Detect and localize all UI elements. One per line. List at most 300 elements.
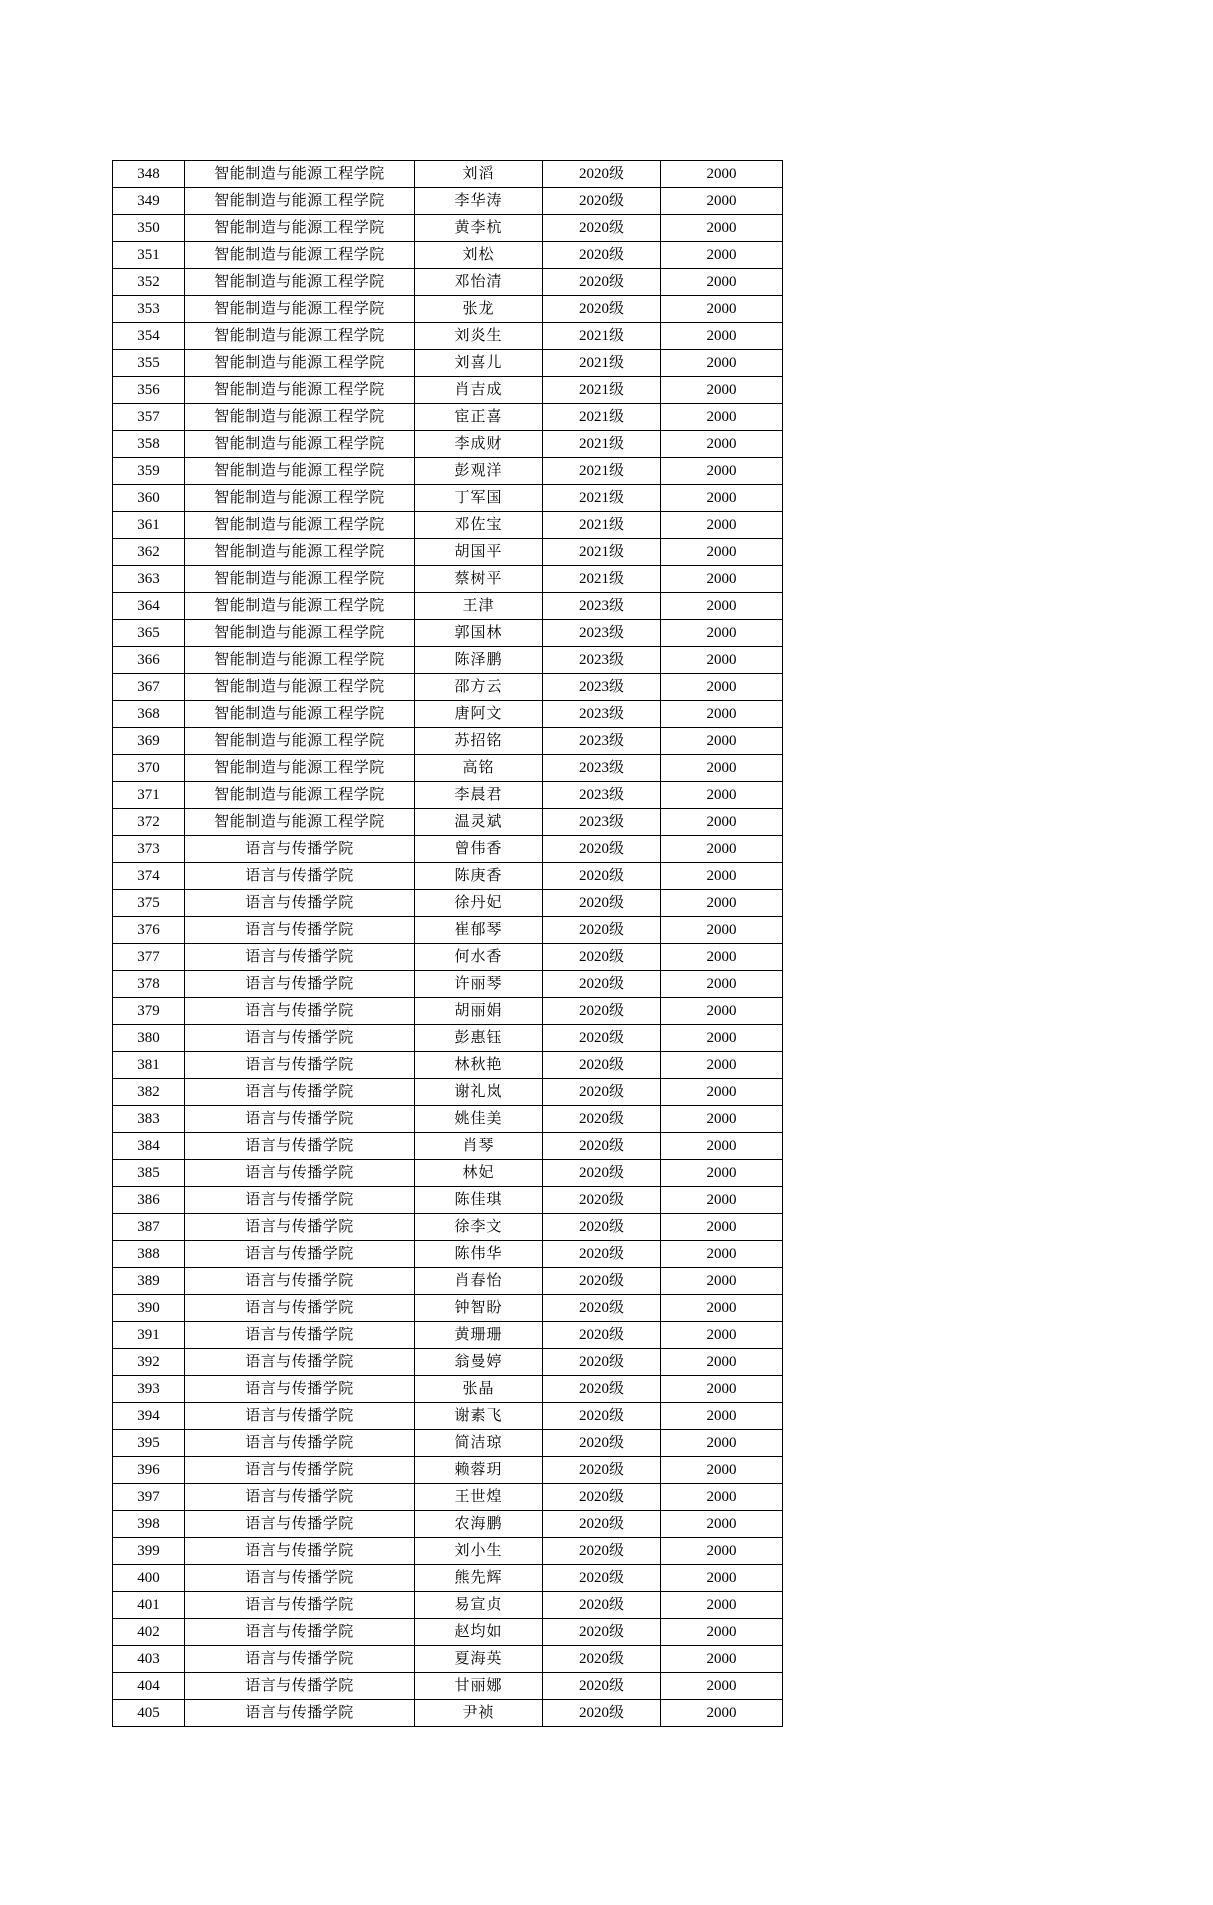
cell-amount: 2000: [661, 701, 783, 728]
cell-seq: 354: [113, 323, 185, 350]
cell-amount: 2000: [661, 620, 783, 647]
cell-grade: 2023级: [543, 782, 661, 809]
cell-name: 黄李杭: [415, 215, 543, 242]
cell-grade: 2020级: [543, 1106, 661, 1133]
cell-amount: 2000: [661, 1214, 783, 1241]
cell-name: 宦正喜: [415, 404, 543, 431]
cell-amount: 2000: [661, 782, 783, 809]
cell-amount: 2000: [661, 539, 783, 566]
cell-name: 陈泽鹏: [415, 647, 543, 674]
table-row: [113, 215, 783, 242]
cell-college: 语言与传播学院: [185, 863, 415, 890]
cell-seq: 364: [113, 593, 185, 620]
table-row: [113, 1511, 783, 1538]
cell-college: 语言与传播学院: [185, 971, 415, 998]
cell-grade: 2023级: [543, 755, 661, 782]
cell-name: 许丽琴: [415, 971, 543, 998]
cell-amount: 2000: [661, 1052, 783, 1079]
cell-college: 智能制造与能源工程学院: [185, 620, 415, 647]
cell-college: 智能制造与能源工程学院: [185, 674, 415, 701]
cell-name: 郭国林: [415, 620, 543, 647]
cell-college: 智能制造与能源工程学院: [185, 296, 415, 323]
cell-amount: 2000: [661, 1376, 783, 1403]
table-row: [113, 620, 783, 647]
cell-name: 高铭: [415, 755, 543, 782]
cell-grade: 2020级: [543, 1349, 661, 1376]
cell-grade: 2020级: [543, 917, 661, 944]
cell-seq: 391: [113, 1322, 185, 1349]
cell-name: 李晨君: [415, 782, 543, 809]
cell-seq: 351: [113, 242, 185, 269]
table-row: [113, 323, 783, 350]
cell-grade: 2020级: [543, 1673, 661, 1700]
cell-college: 语言与传播学院: [185, 1511, 415, 1538]
cell-name: 邵方云: [415, 674, 543, 701]
cell-college: 语言与传播学院: [185, 1565, 415, 1592]
cell-college: 语言与传播学院: [185, 1349, 415, 1376]
cell-seq: 403: [113, 1646, 185, 1673]
cell-seq: 375: [113, 890, 185, 917]
cell-amount: 2000: [661, 971, 783, 998]
cell-college: 语言与传播学院: [185, 1673, 415, 1700]
cell-seq: 376: [113, 917, 185, 944]
cell-name: 苏招铭: [415, 728, 543, 755]
cell-seq: 358: [113, 431, 185, 458]
cell-name: 甘丽娜: [415, 1673, 543, 1700]
cell-grade: 2020级: [543, 998, 661, 1025]
cell-name: 黄珊珊: [415, 1322, 543, 1349]
cell-seq: 370: [113, 755, 185, 782]
table-row: [113, 1106, 783, 1133]
cell-seq: 399: [113, 1538, 185, 1565]
cell-seq: 380: [113, 1025, 185, 1052]
cell-amount: 2000: [661, 1700, 783, 1727]
table-row: [113, 242, 783, 269]
table-row: [113, 809, 783, 836]
cell-seq: 401: [113, 1592, 185, 1619]
table-row: [113, 1268, 783, 1295]
cell-seq: 348: [113, 161, 185, 188]
cell-name: 简洁琼: [415, 1430, 543, 1457]
cell-seq: 394: [113, 1403, 185, 1430]
cell-college: 智能制造与能源工程学院: [185, 539, 415, 566]
cell-college: 智能制造与能源工程学院: [185, 809, 415, 836]
cell-college: 智能制造与能源工程学院: [185, 512, 415, 539]
cell-name: 林秋艳: [415, 1052, 543, 1079]
cell-grade: 2021级: [543, 485, 661, 512]
cell-amount: 2000: [661, 1511, 783, 1538]
cell-name: 赖蓉玥: [415, 1457, 543, 1484]
cell-seq: 395: [113, 1430, 185, 1457]
table-row: [113, 1619, 783, 1646]
cell-grade: 2020级: [543, 1025, 661, 1052]
cell-amount: 2000: [661, 593, 783, 620]
cell-grade: 2020级: [543, 1376, 661, 1403]
cell-amount: 2000: [661, 1484, 783, 1511]
cell-seq: 397: [113, 1484, 185, 1511]
cell-seq: 371: [113, 782, 185, 809]
cell-amount: 2000: [661, 998, 783, 1025]
cell-college: 语言与传播学院: [185, 917, 415, 944]
cell-seq: 384: [113, 1133, 185, 1160]
cell-name: 何水香: [415, 944, 543, 971]
table-row: [113, 1646, 783, 1673]
table-row: [113, 674, 783, 701]
table-row: [113, 728, 783, 755]
cell-seq: 360: [113, 485, 185, 512]
cell-name: 农海鹏: [415, 1511, 543, 1538]
cell-college: 语言与传播学院: [185, 1133, 415, 1160]
cell-grade: 2023级: [543, 809, 661, 836]
cell-seq: 405: [113, 1700, 185, 1727]
cell-seq: 373: [113, 836, 185, 863]
cell-amount: 2000: [661, 917, 783, 944]
cell-grade: 2021级: [543, 377, 661, 404]
cell-grade: 2020级: [543, 269, 661, 296]
cell-college: 语言与传播学院: [185, 1025, 415, 1052]
table-row: [113, 1079, 783, 1106]
cell-amount: 2000: [661, 296, 783, 323]
cell-amount: 2000: [661, 1565, 783, 1592]
cell-seq: 366: [113, 647, 185, 674]
cell-grade: 2020级: [543, 1268, 661, 1295]
table-row: [113, 161, 783, 188]
cell-college: 语言与传播学院: [185, 1268, 415, 1295]
table-row: [113, 890, 783, 917]
cell-name: 赵均如: [415, 1619, 543, 1646]
cell-seq: 374: [113, 863, 185, 890]
cell-grade: 2021级: [543, 350, 661, 377]
cell-seq: 393: [113, 1376, 185, 1403]
table-row: [113, 485, 783, 512]
table-row: [113, 1430, 783, 1457]
cell-grade: 2020级: [543, 1052, 661, 1079]
cell-grade: 2020级: [543, 188, 661, 215]
table-row: [113, 1160, 783, 1187]
cell-name: 刘小生: [415, 1538, 543, 1565]
cell-college: 智能制造与能源工程学院: [185, 782, 415, 809]
cell-amount: 2000: [661, 1241, 783, 1268]
roster-table-container: [112, 160, 782, 1727]
cell-seq: 402: [113, 1619, 185, 1646]
table-row: [113, 269, 783, 296]
cell-amount: 2000: [661, 458, 783, 485]
cell-amount: 2000: [661, 323, 783, 350]
cell-name: 彭观洋: [415, 458, 543, 485]
cell-amount: 2000: [661, 1187, 783, 1214]
cell-name: 谢礼岚: [415, 1079, 543, 1106]
cell-amount: 2000: [661, 1106, 783, 1133]
cell-name: 熊先辉: [415, 1565, 543, 1592]
cell-name: 蔡树平: [415, 566, 543, 593]
cell-amount: 2000: [661, 188, 783, 215]
cell-seq: 359: [113, 458, 185, 485]
cell-amount: 2000: [661, 809, 783, 836]
cell-college: 语言与传播学院: [185, 1241, 415, 1268]
cell-grade: 2020级: [543, 1214, 661, 1241]
cell-college: 智能制造与能源工程学院: [185, 458, 415, 485]
cell-name: 刘滔: [415, 161, 543, 188]
cell-name: 易宣贞: [415, 1592, 543, 1619]
cell-name: 陈佳琪: [415, 1187, 543, 1214]
cell-amount: 2000: [661, 215, 783, 242]
cell-seq: 388: [113, 1241, 185, 1268]
cell-amount: 2000: [661, 1295, 783, 1322]
cell-grade: 2020级: [543, 1538, 661, 1565]
cell-seq: 363: [113, 566, 185, 593]
cell-college: 智能制造与能源工程学院: [185, 566, 415, 593]
table-row: [113, 944, 783, 971]
cell-seq: 353: [113, 296, 185, 323]
table-row: [113, 1349, 783, 1376]
table-row: [113, 917, 783, 944]
cell-amount: 2000: [661, 1430, 783, 1457]
cell-seq: 387: [113, 1214, 185, 1241]
cell-grade: 2020级: [543, 296, 661, 323]
cell-college: 语言与传播学院: [185, 1538, 415, 1565]
table-row: [113, 1673, 783, 1700]
cell-grade: 2020级: [543, 1295, 661, 1322]
cell-college: 智能制造与能源工程学院: [185, 431, 415, 458]
cell-amount: 2000: [661, 836, 783, 863]
cell-college: 语言与传播学院: [185, 1052, 415, 1079]
cell-name: 翁曼婷: [415, 1349, 543, 1376]
cell-name: 曾伟香: [415, 836, 543, 863]
table-row: [113, 512, 783, 539]
cell-grade: 2021级: [543, 431, 661, 458]
cell-seq: 361: [113, 512, 185, 539]
cell-college: 语言与传播学院: [185, 1160, 415, 1187]
cell-college: 语言与传播学院: [185, 1700, 415, 1727]
cell-name: 钟智盼: [415, 1295, 543, 1322]
cell-amount: 2000: [661, 1592, 783, 1619]
cell-name: 徐丹妃: [415, 890, 543, 917]
cell-amount: 2000: [661, 1133, 783, 1160]
cell-grade: 2020级: [543, 1700, 661, 1727]
table-row: [113, 701, 783, 728]
cell-name: 胡丽娟: [415, 998, 543, 1025]
table-row: [113, 836, 783, 863]
cell-college: 语言与传播学院: [185, 1376, 415, 1403]
cell-college: 语言与传播学院: [185, 998, 415, 1025]
cell-amount: 2000: [661, 647, 783, 674]
cell-grade: 2020级: [543, 1322, 661, 1349]
cell-grade: 2020级: [543, 1133, 661, 1160]
table-row: [113, 593, 783, 620]
cell-amount: 2000: [661, 1403, 783, 1430]
cell-seq: 369: [113, 728, 185, 755]
cell-seq: 383: [113, 1106, 185, 1133]
cell-amount: 2000: [661, 863, 783, 890]
cell-seq: 400: [113, 1565, 185, 1592]
cell-college: 智能制造与能源工程学院: [185, 755, 415, 782]
cell-name: 尹祯: [415, 1700, 543, 1727]
cell-college: 语言与传播学院: [185, 1106, 415, 1133]
cell-amount: 2000: [661, 1673, 783, 1700]
cell-grade: 2020级: [543, 1484, 661, 1511]
cell-grade: 2020级: [543, 161, 661, 188]
cell-grade: 2020级: [543, 1430, 661, 1457]
table-row: [113, 296, 783, 323]
table-row: [113, 1376, 783, 1403]
cell-college: 语言与传播学院: [185, 1457, 415, 1484]
cell-college: 语言与传播学院: [185, 1322, 415, 1349]
table-row: [113, 1187, 783, 1214]
cell-college: 语言与传播学院: [185, 1295, 415, 1322]
cell-grade: 2023级: [543, 647, 661, 674]
cell-college: 语言与传播学院: [185, 1403, 415, 1430]
cell-name: 刘炎生: [415, 323, 543, 350]
cell-amount: 2000: [661, 1349, 783, 1376]
cell-amount: 2000: [661, 350, 783, 377]
cell-name: 陈伟华: [415, 1241, 543, 1268]
cell-name: 张晶: [415, 1376, 543, 1403]
cell-grade: 2020级: [543, 1079, 661, 1106]
cell-grade: 2020级: [543, 1565, 661, 1592]
cell-college: 智能制造与能源工程学院: [185, 701, 415, 728]
cell-name: 李成财: [415, 431, 543, 458]
cell-college: 智能制造与能源工程学院: [185, 350, 415, 377]
cell-seq: 362: [113, 539, 185, 566]
cell-seq: 349: [113, 188, 185, 215]
cell-seq: 355: [113, 350, 185, 377]
cell-college: 智能制造与能源工程学院: [185, 269, 415, 296]
table-row: [113, 782, 783, 809]
cell-grade: 2023级: [543, 593, 661, 620]
table-row: [113, 1133, 783, 1160]
cell-college: 语言与传播学院: [185, 836, 415, 863]
cell-amount: 2000: [661, 566, 783, 593]
table-row: [113, 1457, 783, 1484]
cell-name: 刘松: [415, 242, 543, 269]
cell-seq: 372: [113, 809, 185, 836]
cell-seq: 368: [113, 701, 185, 728]
cell-college: 语言与传播学院: [185, 1619, 415, 1646]
cell-college: 语言与传播学院: [185, 1592, 415, 1619]
cell-name: 胡国平: [415, 539, 543, 566]
cell-name: 温灵斌: [415, 809, 543, 836]
cell-college: 智能制造与能源工程学院: [185, 377, 415, 404]
cell-name: 肖琴: [415, 1133, 543, 1160]
cell-name: 李华涛: [415, 188, 543, 215]
cell-seq: 357: [113, 404, 185, 431]
table-row: [113, 539, 783, 566]
table-row: [113, 863, 783, 890]
cell-seq: 396: [113, 1457, 185, 1484]
cell-grade: 2020级: [543, 242, 661, 269]
cell-seq: 378: [113, 971, 185, 998]
cell-amount: 2000: [661, 1457, 783, 1484]
cell-college: 智能制造与能源工程学院: [185, 188, 415, 215]
roster-table: [112, 160, 783, 1727]
cell-name: 姚佳美: [415, 1106, 543, 1133]
cell-college: 语言与传播学院: [185, 1214, 415, 1241]
cell-name: 陈庚香: [415, 863, 543, 890]
cell-grade: 2020级: [543, 863, 661, 890]
table-row: [113, 971, 783, 998]
cell-name: 刘喜儿: [415, 350, 543, 377]
cell-college: 语言与传播学院: [185, 1187, 415, 1214]
cell-grade: 2021级: [543, 512, 661, 539]
cell-amount: 2000: [661, 1268, 783, 1295]
cell-grade: 2020级: [543, 1241, 661, 1268]
cell-grade: 2020级: [543, 1511, 661, 1538]
table-row: [113, 1241, 783, 1268]
cell-seq: 389: [113, 1268, 185, 1295]
cell-grade: 2020级: [543, 1457, 661, 1484]
cell-grade: 2020级: [543, 944, 661, 971]
cell-seq: 377: [113, 944, 185, 971]
cell-college: 智能制造与能源工程学院: [185, 485, 415, 512]
table-row: [113, 566, 783, 593]
cell-seq: 350: [113, 215, 185, 242]
cell-amount: 2000: [661, 431, 783, 458]
cell-college: 语言与传播学院: [185, 1079, 415, 1106]
cell-grade: 2020级: [543, 836, 661, 863]
cell-grade: 2023级: [543, 728, 661, 755]
table-row: [113, 1538, 783, 1565]
cell-amount: 2000: [661, 1538, 783, 1565]
cell-amount: 2000: [661, 728, 783, 755]
cell-seq: 385: [113, 1160, 185, 1187]
cell-name: 丁军国: [415, 485, 543, 512]
cell-seq: 365: [113, 620, 185, 647]
cell-grade: 2020级: [543, 971, 661, 998]
cell-college: 智能制造与能源工程学院: [185, 404, 415, 431]
cell-name: 张龙: [415, 296, 543, 323]
cell-college: 语言与传播学院: [185, 1646, 415, 1673]
cell-college: 语言与传播学院: [185, 890, 415, 917]
cell-name: 邓怡清: [415, 269, 543, 296]
cell-seq: 381: [113, 1052, 185, 1079]
cell-college: 语言与传播学院: [185, 944, 415, 971]
cell-amount: 2000: [661, 242, 783, 269]
cell-seq: 386: [113, 1187, 185, 1214]
table-row: [113, 188, 783, 215]
table-row: [113, 1592, 783, 1619]
cell-grade: 2020级: [543, 1160, 661, 1187]
cell-college: 语言与传播学院: [185, 1484, 415, 1511]
table-row: [113, 1052, 783, 1079]
cell-seq: 398: [113, 1511, 185, 1538]
table-row: [113, 1214, 783, 1241]
cell-amount: 2000: [661, 269, 783, 296]
table-row: [113, 1322, 783, 1349]
table-row: [113, 1025, 783, 1052]
cell-name: 林妃: [415, 1160, 543, 1187]
cell-name: 崔郁琴: [415, 917, 543, 944]
cell-grade: 2020级: [543, 215, 661, 242]
cell-grade: 2021级: [543, 539, 661, 566]
cell-amount: 2000: [661, 944, 783, 971]
cell-amount: 2000: [661, 1160, 783, 1187]
cell-name: 谢素飞: [415, 1403, 543, 1430]
table-row: [113, 458, 783, 485]
cell-grade: 2020级: [543, 1403, 661, 1430]
table-row: [113, 1403, 783, 1430]
table-row: [113, 1484, 783, 1511]
cell-grade: 2023级: [543, 620, 661, 647]
cell-amount: 2000: [661, 1079, 783, 1106]
cell-grade: 2020级: [543, 1646, 661, 1673]
cell-grade: 2021级: [543, 458, 661, 485]
cell-seq: 356: [113, 377, 185, 404]
cell-seq: 382: [113, 1079, 185, 1106]
cell-college: 智能制造与能源工程学院: [185, 215, 415, 242]
cell-seq: 352: [113, 269, 185, 296]
roster-table-body: [113, 161, 783, 1727]
cell-amount: 2000: [661, 755, 783, 782]
